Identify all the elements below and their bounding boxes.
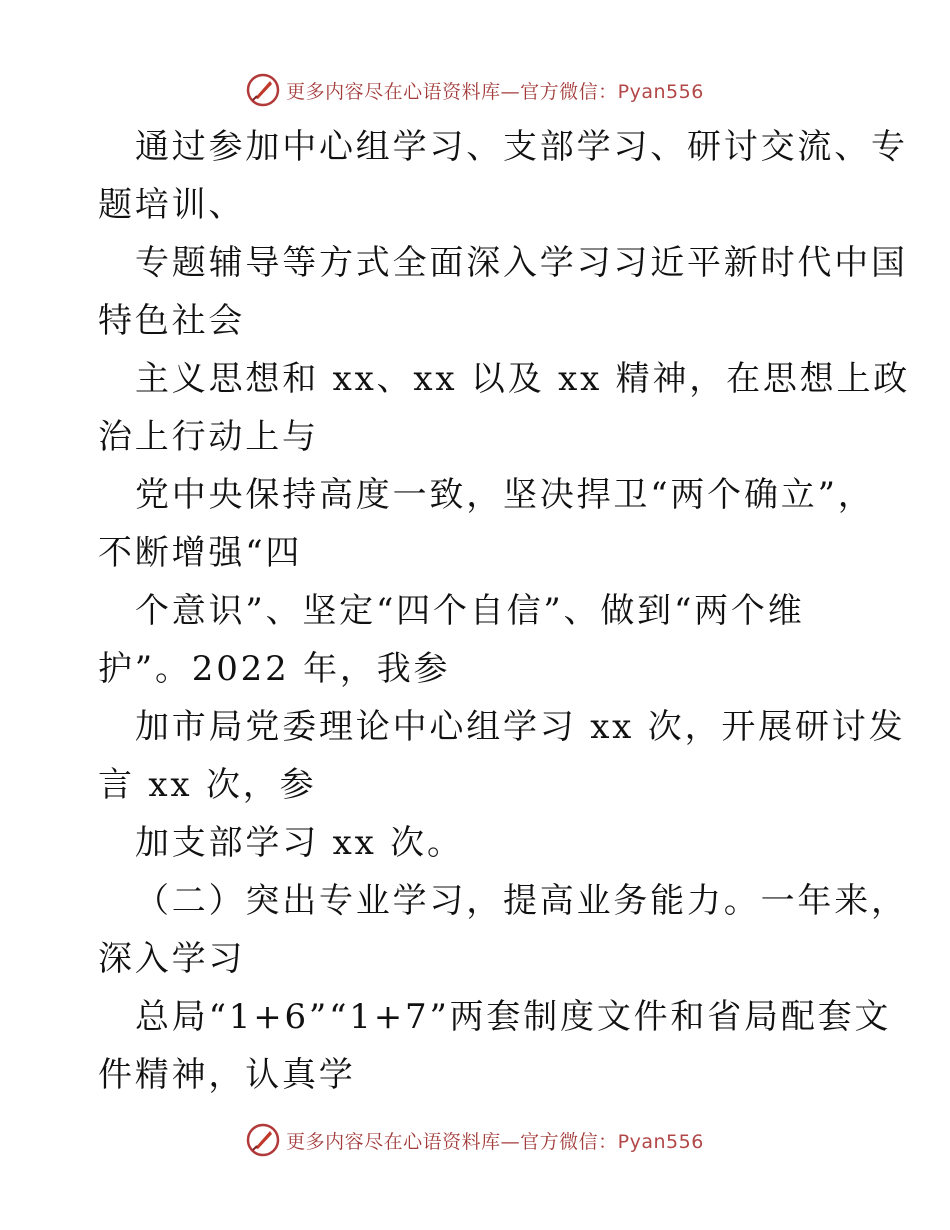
watermark-text: 更多内容尽在心语资料库—官方微信：Pyan556: [286, 80, 704, 103]
text-line: 党中央保持高度一致，坚决捍卫“两个确立”，: [135, 475, 875, 515]
text-line: 件精神，认真学: [98, 1055, 356, 1095]
text-line: 加支部学习 xx 次。: [135, 823, 464, 863]
text-line: 深入学习: [98, 939, 246, 979]
text-line: 言 xx 次，参: [98, 765, 317, 805]
text-line: 通过参加中心组学习、支部学习、研讨交流、专: [135, 127, 908, 167]
text-line: （二）突出专业学习，提高业务能力。一年来，: [135, 881, 908, 921]
text-line: 总局“1+6”“1+7”两套制度文件和省局配套文: [135, 997, 892, 1037]
text-line: 特色社会: [98, 301, 246, 341]
quill-logo-icon: [246, 1123, 280, 1157]
watermark-footer: [0, 1120, 950, 1160]
text-line: 加市局党委理论中心组学习 xx 次，开展研讨发: [135, 707, 906, 747]
text-line: 不断增强“四: [98, 533, 303, 573]
text-line: 个意识”、坚定“四个自信”、做到“两个维: [135, 591, 805, 631]
text-line: 题培训、: [98, 185, 246, 225]
text-line: 专题辅导等方式全面深入学习习近平新时代中国: [135, 243, 908, 283]
text-line: 护”。2022 年，我参: [98, 649, 451, 689]
text-line: 治上行动上与: [98, 417, 319, 457]
quill-logo-icon: [246, 73, 280, 107]
text-line: 主义思想和 xx、xx 以及 xx 精神，在思想上政: [135, 359, 911, 399]
watermark-text: 更多内容尽在心语资料库—官方微信：Pyan556: [286, 1130, 704, 1153]
watermark-header: [0, 70, 950, 110]
